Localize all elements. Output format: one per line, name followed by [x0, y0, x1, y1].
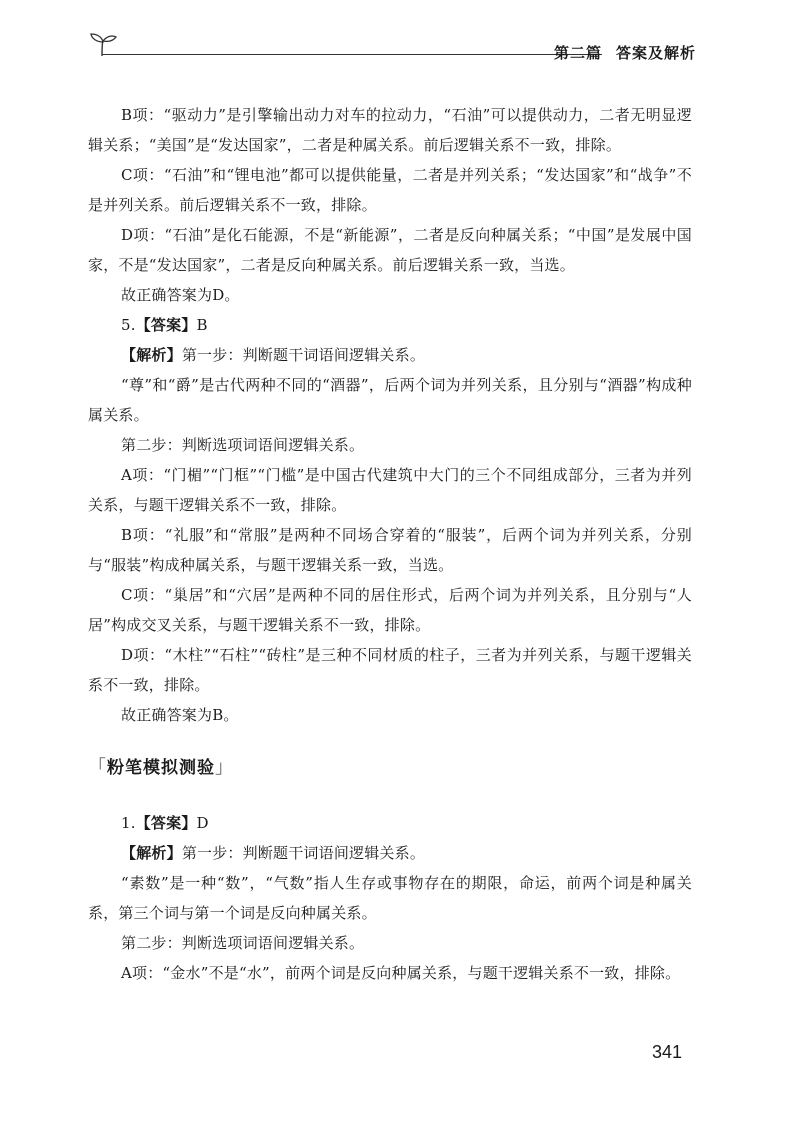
answer-label: 【答案】 — [135, 814, 197, 832]
paragraph-option-a-2: A项：“金水”不是“水”，前两个词是反向种属关系，与题干逻辑关系不一致，排除。 — [121, 964, 681, 982]
answer-line-1 — [88, 808, 692, 838]
paragraph-option-d-2: D项：“木柱”“石柱”“砖柱”是三种不同材质的柱子，三者为并列关系，与题干逻辑关系不一致，排除。 — [88, 646, 692, 694]
paragraph-option-d: D项：“石油”是化石能源，不是“新能源”，二者是反向种属关系；“中国”是发展中国家，不是“发达国家”，二者是反向种属关系。前后逻辑关系一致，当选。 — [88, 226, 692, 274]
paragraph-option-a: A项：“门楣”“门框”“门槛”是中国古代建筑中大门的三个不同组成部分，三者为并列关系，与题干逻辑关系不一致，排除。 — [88, 466, 692, 514]
chapter-title: 答案及解析 — [615, 44, 696, 62]
analysis-text: 第一步：判断题干词语间逻辑关系。 — [181, 844, 426, 862]
paragraph-option-b: B项：“驱动力”是引擎输出动力对车的拉动力，“石油”可以提供动力，二者无明显逻辑关系；“美国”是“发达国家”，二者是种属关系。前后逻辑关系不一致，排除。 — [88, 106, 692, 154]
section-title — [554, 42, 696, 63]
open-bracket: 「 — [88, 757, 107, 778]
paragraph-conclusion-2: 故正确答案为B。 — [121, 706, 239, 724]
question-number: 5. — [121, 316, 136, 334]
question-number: 1. — [121, 814, 136, 832]
close-bracket: 」 — [215, 757, 234, 778]
paragraph-stem-relation-2: “素数”是一种“数”，“气数”指人生存或事物存在的期限，命运，前两个词是种属关系，第三个词与第一个词是反向种属关系。 — [88, 874, 692, 922]
paragraph-conclusion: 故正确答案为D。 — [121, 286, 240, 304]
paragraph-stem-relation: “尊”和“爵”是古代两种不同的“酒器”，后两个词为并列关系，且分别与“酒器”构成种属关系。 — [88, 376, 692, 424]
page-header — [88, 30, 700, 70]
paragraph-step-two: 第二步：判断选项词语间逻辑关系。 — [121, 436, 365, 454]
paragraph-step-two-2: 第二步：判断选项词语间逻辑关系。 — [121, 934, 365, 952]
section-heading — [88, 752, 692, 784]
header-rule — [102, 54, 602, 55]
paragraph-option-b-2: B项：“礼服”和“常服”是两种不同场合穿着的“服装”，后两个词为并列关系，分别与“服装”构成种属关系，与题干逻辑关系一致，当选。 — [88, 526, 692, 574]
part-label: 第二篇 — [553, 44, 602, 62]
paragraph-option-c-2: C项：“巢居”和“穴居”是两种不同的居住形式，后两个词为并列关系，且分别与“人居”构成交叉关系，与题干逻辑关系不一致，排除。 — [88, 586, 692, 634]
section-heading-title: 粉笔模拟测验 — [107, 758, 215, 778]
analysis-text: 第一步：判断题干词语间逻辑关系。 — [181, 346, 426, 364]
analysis-label: 【解析】 — [121, 844, 182, 862]
analysis-line-1 — [88, 838, 692, 868]
sprout-icon — [88, 30, 118, 60]
analysis-label: 【解析】 — [121, 346, 182, 364]
analysis-line-5 — [88, 340, 692, 370]
page-body — [88, 100, 692, 988]
page-number: 341 — [651, 1042, 682, 1062]
answer-value: B — [196, 316, 208, 334]
answer-value: D — [196, 814, 209, 832]
answer-line-5 — [88, 310, 692, 340]
answer-label: 【答案】 — [135, 316, 197, 334]
paragraph-option-c: C项：“石油”和“锂电池”都可以提供能量，二者是并列关系；“发达国家”和“战争”不是并列关系。前后逻辑关系不一致，排除。 — [88, 166, 692, 214]
